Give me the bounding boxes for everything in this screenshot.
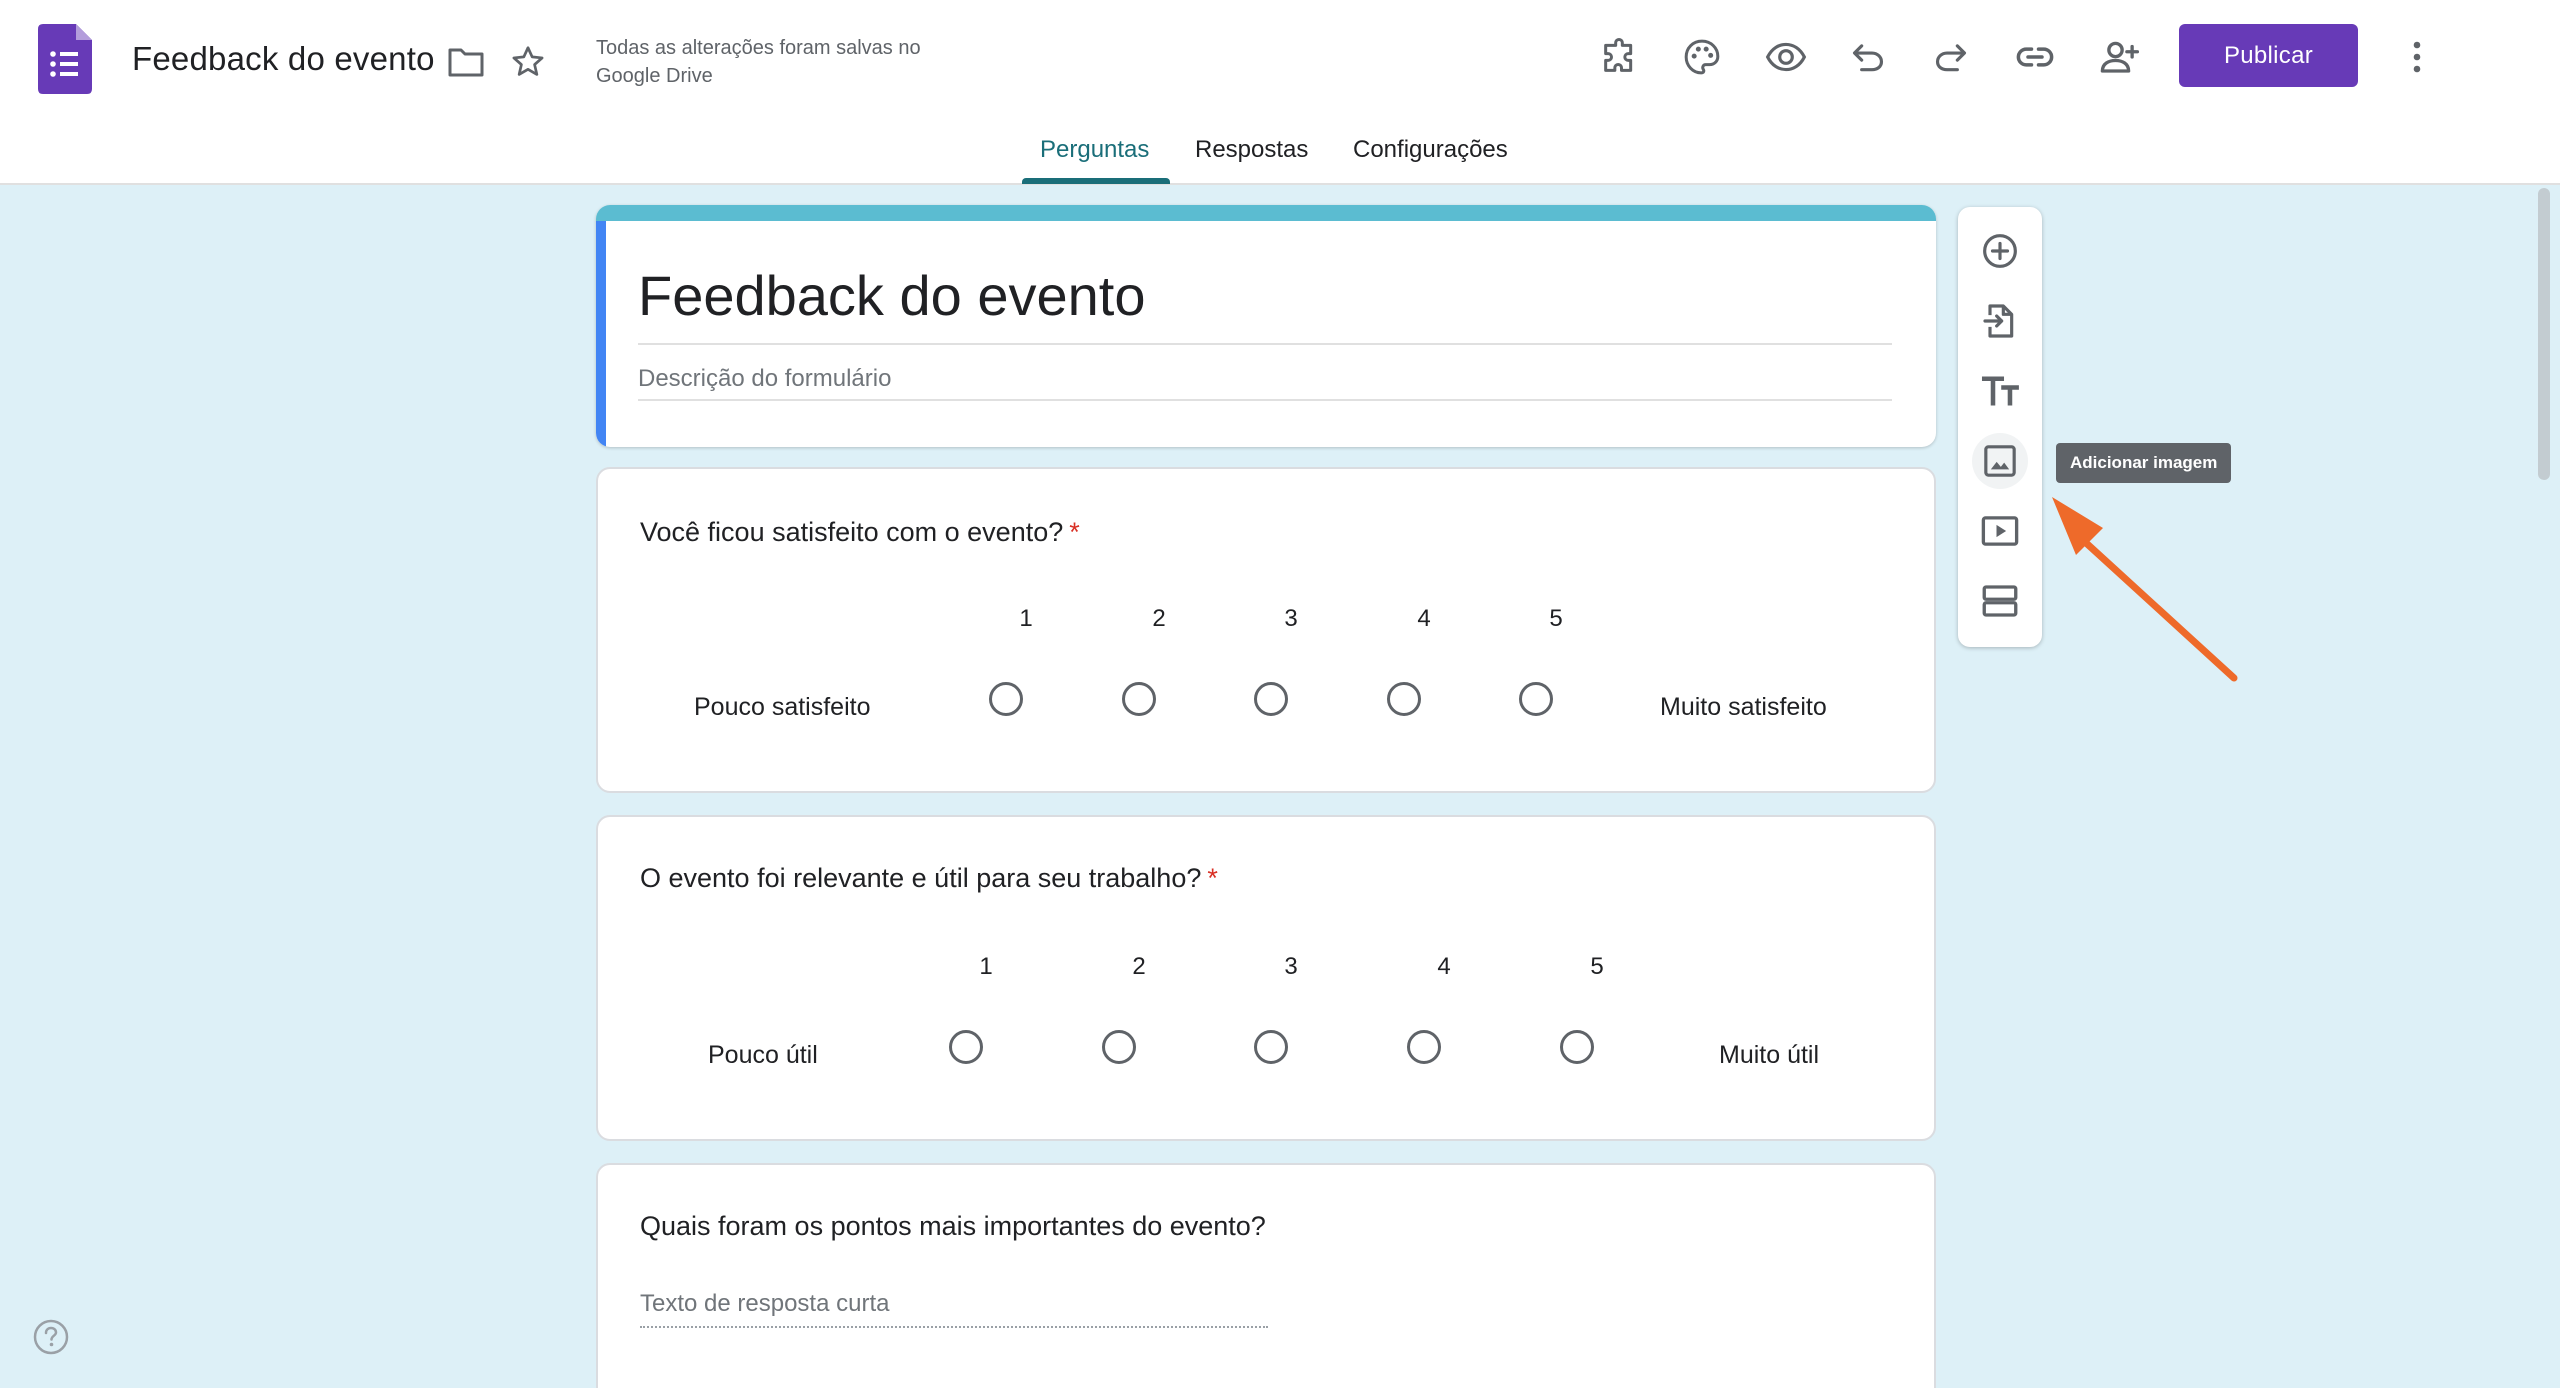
help-icon[interactable] bbox=[32, 1318, 70, 1356]
link-icon[interactable] bbox=[2011, 33, 2059, 81]
scale-radio[interactable] bbox=[1102, 1030, 1136, 1064]
scale-min-label: Pouco útil bbox=[708, 1041, 818, 1069]
star-icon[interactable] bbox=[506, 40, 550, 84]
scale-max-label: Muito útil bbox=[1719, 1041, 1820, 1069]
scale-number: 2 bbox=[1152, 605, 1166, 632]
question-title: O evento foi relevante e útil para seu trabalho? * bbox=[640, 863, 1218, 893]
selected-card-indicator bbox=[596, 221, 606, 447]
scale-radio[interactable] bbox=[989, 682, 1023, 716]
divider bbox=[638, 343, 1892, 345]
question-card[interactable] bbox=[596, 467, 1936, 793]
tab-perguntas[interactable]: Perguntas bbox=[1040, 136, 1150, 163]
scale-number: 3 bbox=[1284, 953, 1298, 980]
scale-number: 1 bbox=[979, 953, 993, 980]
active-tab-indicator bbox=[1022, 178, 1170, 184]
add-title-icon[interactable] bbox=[1972, 363, 2028, 419]
add-video-icon[interactable] bbox=[1972, 503, 2028, 559]
google-forms-logo-icon[interactable] bbox=[38, 24, 92, 94]
move-to-folder-icon[interactable] bbox=[444, 40, 488, 84]
question-card[interactable] bbox=[596, 815, 1936, 1141]
tab-respostas[interactable]: Respostas bbox=[1195, 136, 1309, 163]
redo-icon[interactable] bbox=[1927, 33, 1975, 81]
short-answer-underline bbox=[640, 1326, 1268, 1328]
required-asterisk: * bbox=[1207, 863, 1218, 893]
document-title[interactable]: Feedback do evento bbox=[132, 40, 435, 77]
divider bbox=[638, 399, 1892, 401]
tab-configuracoes[interactable]: Configurações bbox=[1353, 136, 1508, 163]
undo-icon[interactable] bbox=[1844, 33, 1892, 81]
scale-number: 3 bbox=[1284, 605, 1298, 632]
scale-min-label: Pouco satisfeito bbox=[694, 693, 871, 721]
scale-number: 2 bbox=[1132, 953, 1146, 980]
required-asterisk: * bbox=[1069, 517, 1080, 547]
add-collaborator-icon[interactable] bbox=[2095, 33, 2143, 81]
scale-number: 4 bbox=[1417, 605, 1431, 632]
scale-radio[interactable] bbox=[1519, 682, 1553, 716]
question-title: Quais foram os pontos mais importantes do evento? bbox=[640, 1211, 1266, 1241]
theme-color-bar bbox=[596, 205, 1936, 221]
form-title-card[interactable] bbox=[596, 205, 1936, 447]
scale-number: 5 bbox=[1590, 953, 1604, 980]
scale-max-label: Muito satisfeito bbox=[1660, 693, 1827, 721]
add-section-icon[interactable] bbox=[1972, 573, 2028, 629]
add-image-icon[interactable] bbox=[1972, 433, 2028, 489]
scale-number: 4 bbox=[1437, 953, 1451, 980]
import-questions-icon[interactable] bbox=[1972, 293, 2028, 349]
scale-radio[interactable] bbox=[1122, 682, 1156, 716]
more-vert-icon[interactable] bbox=[2393, 33, 2441, 81]
scrollbar[interactable] bbox=[2538, 188, 2550, 480]
question-side-toolbar bbox=[1958, 207, 2042, 647]
scale-radio[interactable] bbox=[1387, 682, 1421, 716]
question-card[interactable] bbox=[596, 1163, 1936, 1388]
preview-eye-icon[interactable] bbox=[1762, 33, 1810, 81]
scale-radio[interactable] bbox=[1560, 1030, 1594, 1064]
scale-number: 5 bbox=[1549, 605, 1563, 632]
addon-icon[interactable] bbox=[1595, 33, 1643, 81]
tooltip: Adicionar imagem bbox=[2056, 443, 2231, 483]
question-title: Você ficou satisfeito com o evento? * bbox=[640, 517, 1080, 547]
form-description-input[interactable]: Descrição do formulário bbox=[638, 365, 892, 392]
scale-number: 1 bbox=[1019, 605, 1033, 632]
scale-radio[interactable] bbox=[1254, 682, 1288, 716]
scale-radio[interactable] bbox=[1407, 1030, 1441, 1064]
top-app-bar bbox=[0, 0, 2560, 185]
add-question-icon[interactable] bbox=[1972, 223, 2028, 279]
scale-radio[interactable] bbox=[949, 1030, 983, 1064]
publish-button[interactable]: Publicar bbox=[2179, 24, 2358, 87]
scale-radio[interactable] bbox=[1254, 1030, 1288, 1064]
form-title[interactable]: Feedback do evento bbox=[638, 264, 1146, 327]
form-tabs bbox=[0, 132, 2560, 185]
palette-icon[interactable] bbox=[1678, 33, 1726, 81]
save-status: Todas as alterações foram salvas no Google Drive bbox=[596, 37, 921, 87]
short-answer-placeholder: Texto de resposta curta bbox=[640, 1290, 890, 1317]
